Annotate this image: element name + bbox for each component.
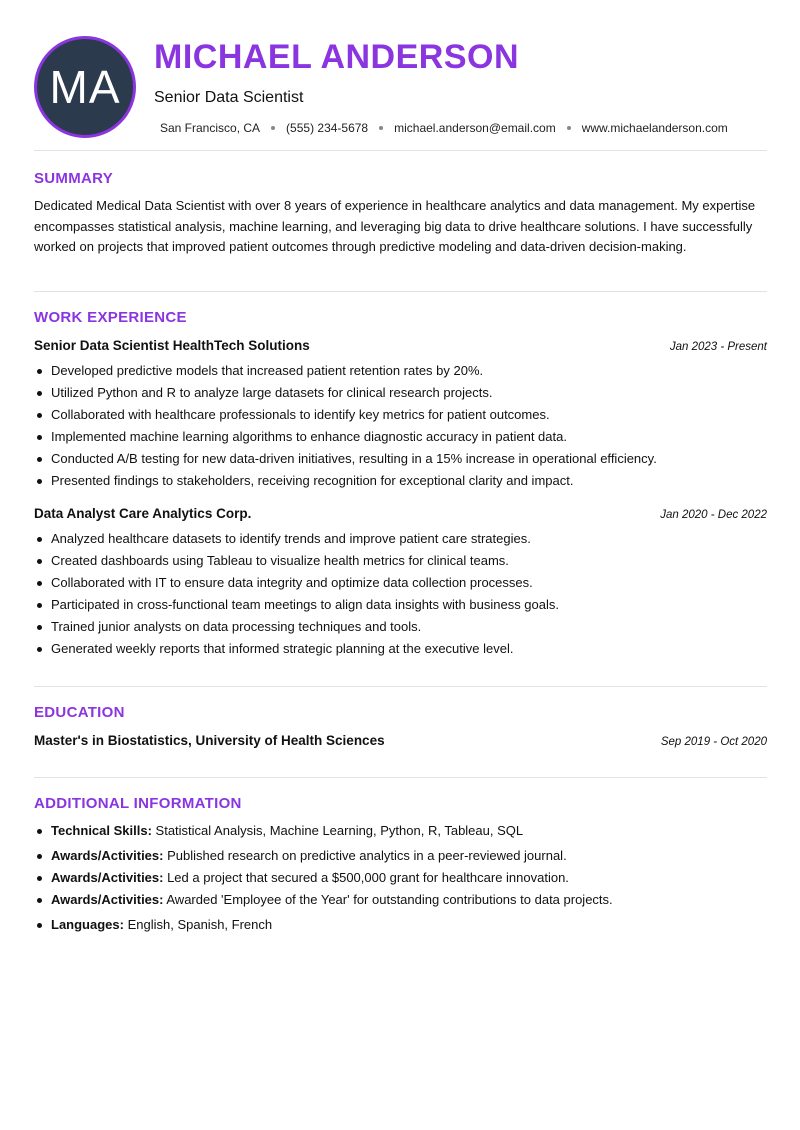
list-item: Conducted A/B testing for new data-driven initiatives, resulting in a 15% increase in operational efficiency.: [34, 448, 767, 470]
contact-email[interactable]: michael.anderson@email.com: [394, 121, 556, 135]
summary-text: Dedicated Medical Data Scientist with over 8 years of experience in healthcare analytics and data management. My expertise encompasses statistical analysis, machine learning, and leveraging big data to drive healthcare solutions. I have successfully worked on projects that improved patient outcomes through predictive modeling and data-driven decision-making.: [34, 198, 756, 254]
list-item: Created dashboards using Tableau to visualize health metrics for clinical teams.: [34, 550, 767, 572]
item-text: Statistical Analysis, Machine Learning, Python, R, Tableau, SQL: [151, 823, 524, 838]
list-item: Developed predictive models that increased patient retention rates by 20%.: [34, 360, 767, 382]
education-header: [34, 733, 767, 748]
list-item: [34, 914, 767, 936]
contact-line: [160, 121, 728, 135]
avatar-initials: MA: [49, 61, 121, 113]
contact-phone: (555) 234-5678: [286, 121, 369, 135]
item-text: English, Spanish, French: [123, 917, 273, 932]
item-text: Led a project that secured a $500,000 grant for healthcare innovation.: [163, 870, 569, 885]
candidate-name: MICHAEL ANDERSON: [154, 38, 520, 76]
divider: [34, 777, 767, 778]
list-item: [34, 867, 767, 889]
job-dates: Jan 2023 - Present: [669, 341, 767, 353]
job-role: Senior Data Scientist HealthTech Solutions: [34, 338, 310, 353]
list-item: Generated weekly reports that informed strategic planning at the executive level.: [34, 638, 767, 660]
avatar: [34, 36, 136, 138]
list-item: Presented findings to stakeholders, receiving recognition for exceptional clarity and impact.: [34, 470, 767, 492]
item-label: Technical Skills:: [51, 823, 152, 838]
job-bullets: [34, 360, 767, 492]
job-header: [34, 338, 767, 353]
education-heading: EDUCATION: [34, 704, 125, 721]
divider: [34, 291, 767, 292]
item-text: Published research on predictive analytics in a peer-reviewed journal.: [163, 848, 567, 863]
list-item: [34, 820, 767, 842]
list-item: Collaborated with healthcare professionals to identify key metrics for patient outcomes.: [34, 404, 767, 426]
divider: [34, 150, 767, 151]
item-label: Languages:: [51, 917, 124, 932]
job-title: Senior Data Scientist: [154, 89, 304, 106]
item-text: Awarded 'Employee of the Year' for outstanding contributions to data projects.: [163, 892, 613, 907]
additional-information-heading: ADDITIONAL INFORMATION: [34, 795, 242, 812]
list-item: Participated in cross-functional team meetings to align data insights with business goals.: [34, 594, 767, 616]
list-item: [34, 845, 767, 867]
work-experience-heading: WORK EXPERIENCE: [34, 309, 187, 326]
job-role: Data Analyst Care Analytics Corp.: [34, 506, 252, 521]
job-bullets: [34, 528, 767, 660]
list-item: Implemented machine learning algorithms to enhance diagnostic accuracy in patient data.: [34, 426, 767, 448]
item-label: Awards/Activities:: [51, 892, 164, 907]
education-degree: Master's in Biostatistics, University of Health Sciences: [34, 733, 385, 748]
list-item: Utilized Python and R to analyze large datasets for clinical research projects.: [34, 382, 767, 404]
bullet-separator: [379, 126, 383, 130]
item-label: Awards/Activities:: [51, 848, 164, 863]
education-dates: Sep 2019 - Oct 2020: [660, 736, 767, 748]
list-item: Trained junior analysts on data processing techniques and tools.: [34, 616, 767, 638]
list-item: Collaborated with IT to ensure data integrity and optimize data collection processes.: [34, 572, 767, 594]
summary-heading: SUMMARY: [34, 170, 114, 187]
divider: [34, 686, 767, 687]
bullet-separator: [271, 126, 275, 130]
job-header: [34, 506, 767, 521]
bullet-separator: [567, 126, 571, 130]
list-item: [34, 889, 767, 911]
job-dates: Jan 2020 - Dec 2022: [660, 509, 767, 521]
list-item: Analyzed healthcare datasets to identify trends and improve patient care strategies.: [34, 528, 767, 550]
contact-website[interactable]: www.michaelanderson.com: [581, 121, 728, 135]
additional-information-list: [34, 820, 767, 936]
contact-location: San Francisco, CA: [160, 121, 261, 135]
item-label: Awards/Activities:: [51, 870, 164, 885]
